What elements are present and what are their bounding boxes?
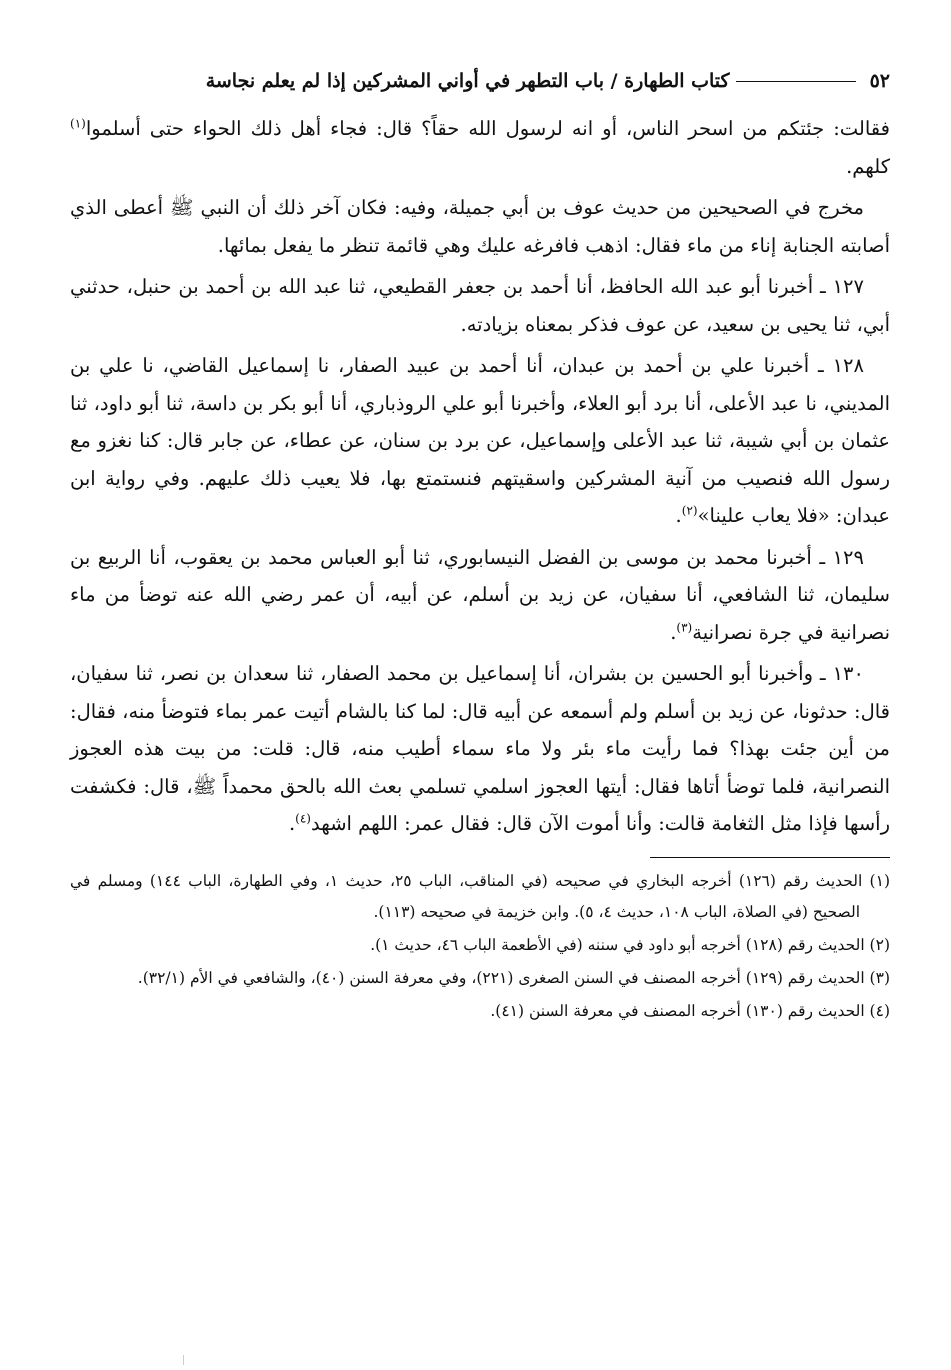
hadith-127: ١٢٧ ـ أخبرنا أبو عبد الله الحافظ، أنا أحمد بن جعفر القطيعي، ثنا عبد الله بن أحمد بن حنبل، حدثني أبي، ثنا يحيى بن سعيد، عن عوف فذكر بمعناه بزيادته. bbox=[70, 275, 890, 336]
page-number: ٥٢ bbox=[869, 70, 890, 92]
running-title: كتاب الطهارة / باب التطهر في أواني المشركين إذا لم يعلم نجاسة bbox=[205, 70, 730, 92]
footnote-marker-2[interactable]: (٢) bbox=[681, 503, 698, 518]
scan-mark bbox=[183, 1355, 184, 1365]
footnote-1: (١) الحديث رقم (١٢٦) أخرجه البخاري في صحيحه (في المناقب، الباب ٢٥، حديث ١، وفي الطهارة، الباب ١٤٤) ومسلم في الصحيح (في الصلاة، الباب ١٠٨، حديث ٤، ٥). وابن خزيمة في صحيحه (١١٣). bbox=[70, 871, 890, 921]
hadith-128: ١٢٨ ـ أخبرنا علي بن أحمد بن عبدان، أنا أحمد بن عبيد الصفار، نا إسماعيل القاضي، نا علي بن المديني، نا عبد الأعلى، أنا برد أبو العلاء، وأخبرنا أبو علي الروذباري، أنا أبو بكر بن داسة، ثنا أبو داود، ثنا عثمان بن أبي شيبة، ثنا عبد الأعلى وإسماعيل، عن برد بن سنان، عن عطاء، عن جابر قال: كنا نغزو مع رسول الله فنصيب من آنية المشركين واسقيتهم فنستمتع بها، فلا يعيب ذلك عليهم. وفي رواية ابن عبدان: «فلا يعاب علينا»$^{(٢)}$. bbox=[70, 354, 890, 527]
footnote-marker-3[interactable]: (٣) bbox=[676, 620, 693, 634]
hadith-129: ١٢٩ ـ أخبرنا محمد بن موسى بن الفضل النيسابوري، ثنا أبو العباس محمد بن يعقوب، أنا الربيع بن سليمان، ثنا الشافعي، أنا سفيان، عن زيد بن أسلم، عن أبيه، أن عمر رضي الله عنه توضأ من ماء نصرانية في جرة نصرانية$^{(٣)}$. bbox=[70, 545, 890, 644]
running-header bbox=[70, 70, 890, 110]
main-text bbox=[70, 110, 890, 843]
header-rule bbox=[736, 81, 856, 82]
hadith-130: ١٣٠ ـ وأخبرنا أبو الحسين بن بشران، أنا إسماعيل بن محمد الصفار، ثنا سعدان بن نصر، ثنا سفيان، قال: حدثونا، عن زيد بن أسلم ولم أسمعه عن أبيه قال: لما كنا بالشام أتيت عمر بماء فتوضأ منه، فقال: من أين جئت بهذا؟ فما رأيت ماء بئر ولا ماء سماء أطيب منه، قال: قلت: من بيت هذه العجوز النصرانية، فلما توضأ أتاها فقال: أيتها العجوز اسلمي تسلمي بعث الله بالحق محمداً ﷺ، قال: فكشفت رأسها فإذا مثل الثغامة قالت: وأنا أموت الآن قال: فقال عمر: اللهم اشهد$^{(٤)}$. bbox=[70, 662, 890, 835]
footnotes bbox=[70, 866, 890, 1027]
footnote-marker-4[interactable]: (٤) bbox=[295, 811, 311, 826]
footnote-separator bbox=[650, 857, 890, 858]
footnote-marker-1[interactable]: (١) bbox=[70, 116, 86, 131]
footnote-4: (٤) الحديث رقم (١٣٠) أخرجه المصنف في معرفة السنن (٤١). bbox=[490, 1001, 890, 1020]
footnote-2: (٢) الحديث رقم (١٢٨) أخرجه أبو داود في سننه (في الأطعمة الباب ٤٦، حديث ١). bbox=[370, 935, 890, 954]
paragraph-commentary: مخرج في الصحيحين من حديث عوف بن أبي جميلة، وفيه: فكان آخر ذلك أن النبي ﷺ أعطى الذي أصابته الجنابة إناء من ماء فقال: اذهب فافرغه عليك وهي قائمة تنظر ما يفعل بمائها. bbox=[70, 196, 890, 257]
book-page bbox=[70, 70, 890, 1029]
paragraph-continuation: فقالت: جئتكم من اسحر الناس، أو انه لرسول الله حقاً؟ قال: فجاء أهل ذلك الحواء حتى أسلموا$^{(١)}$ كلهم. bbox=[70, 116, 890, 178]
footnote-3: (٣) الحديث رقم (١٢٩) أخرجه المصنف في السنن الصغرى (٢٢١)، وفي معرفة السنن (٤٠)، والشافعي في الأم (٣٢/١). bbox=[137, 968, 890, 987]
